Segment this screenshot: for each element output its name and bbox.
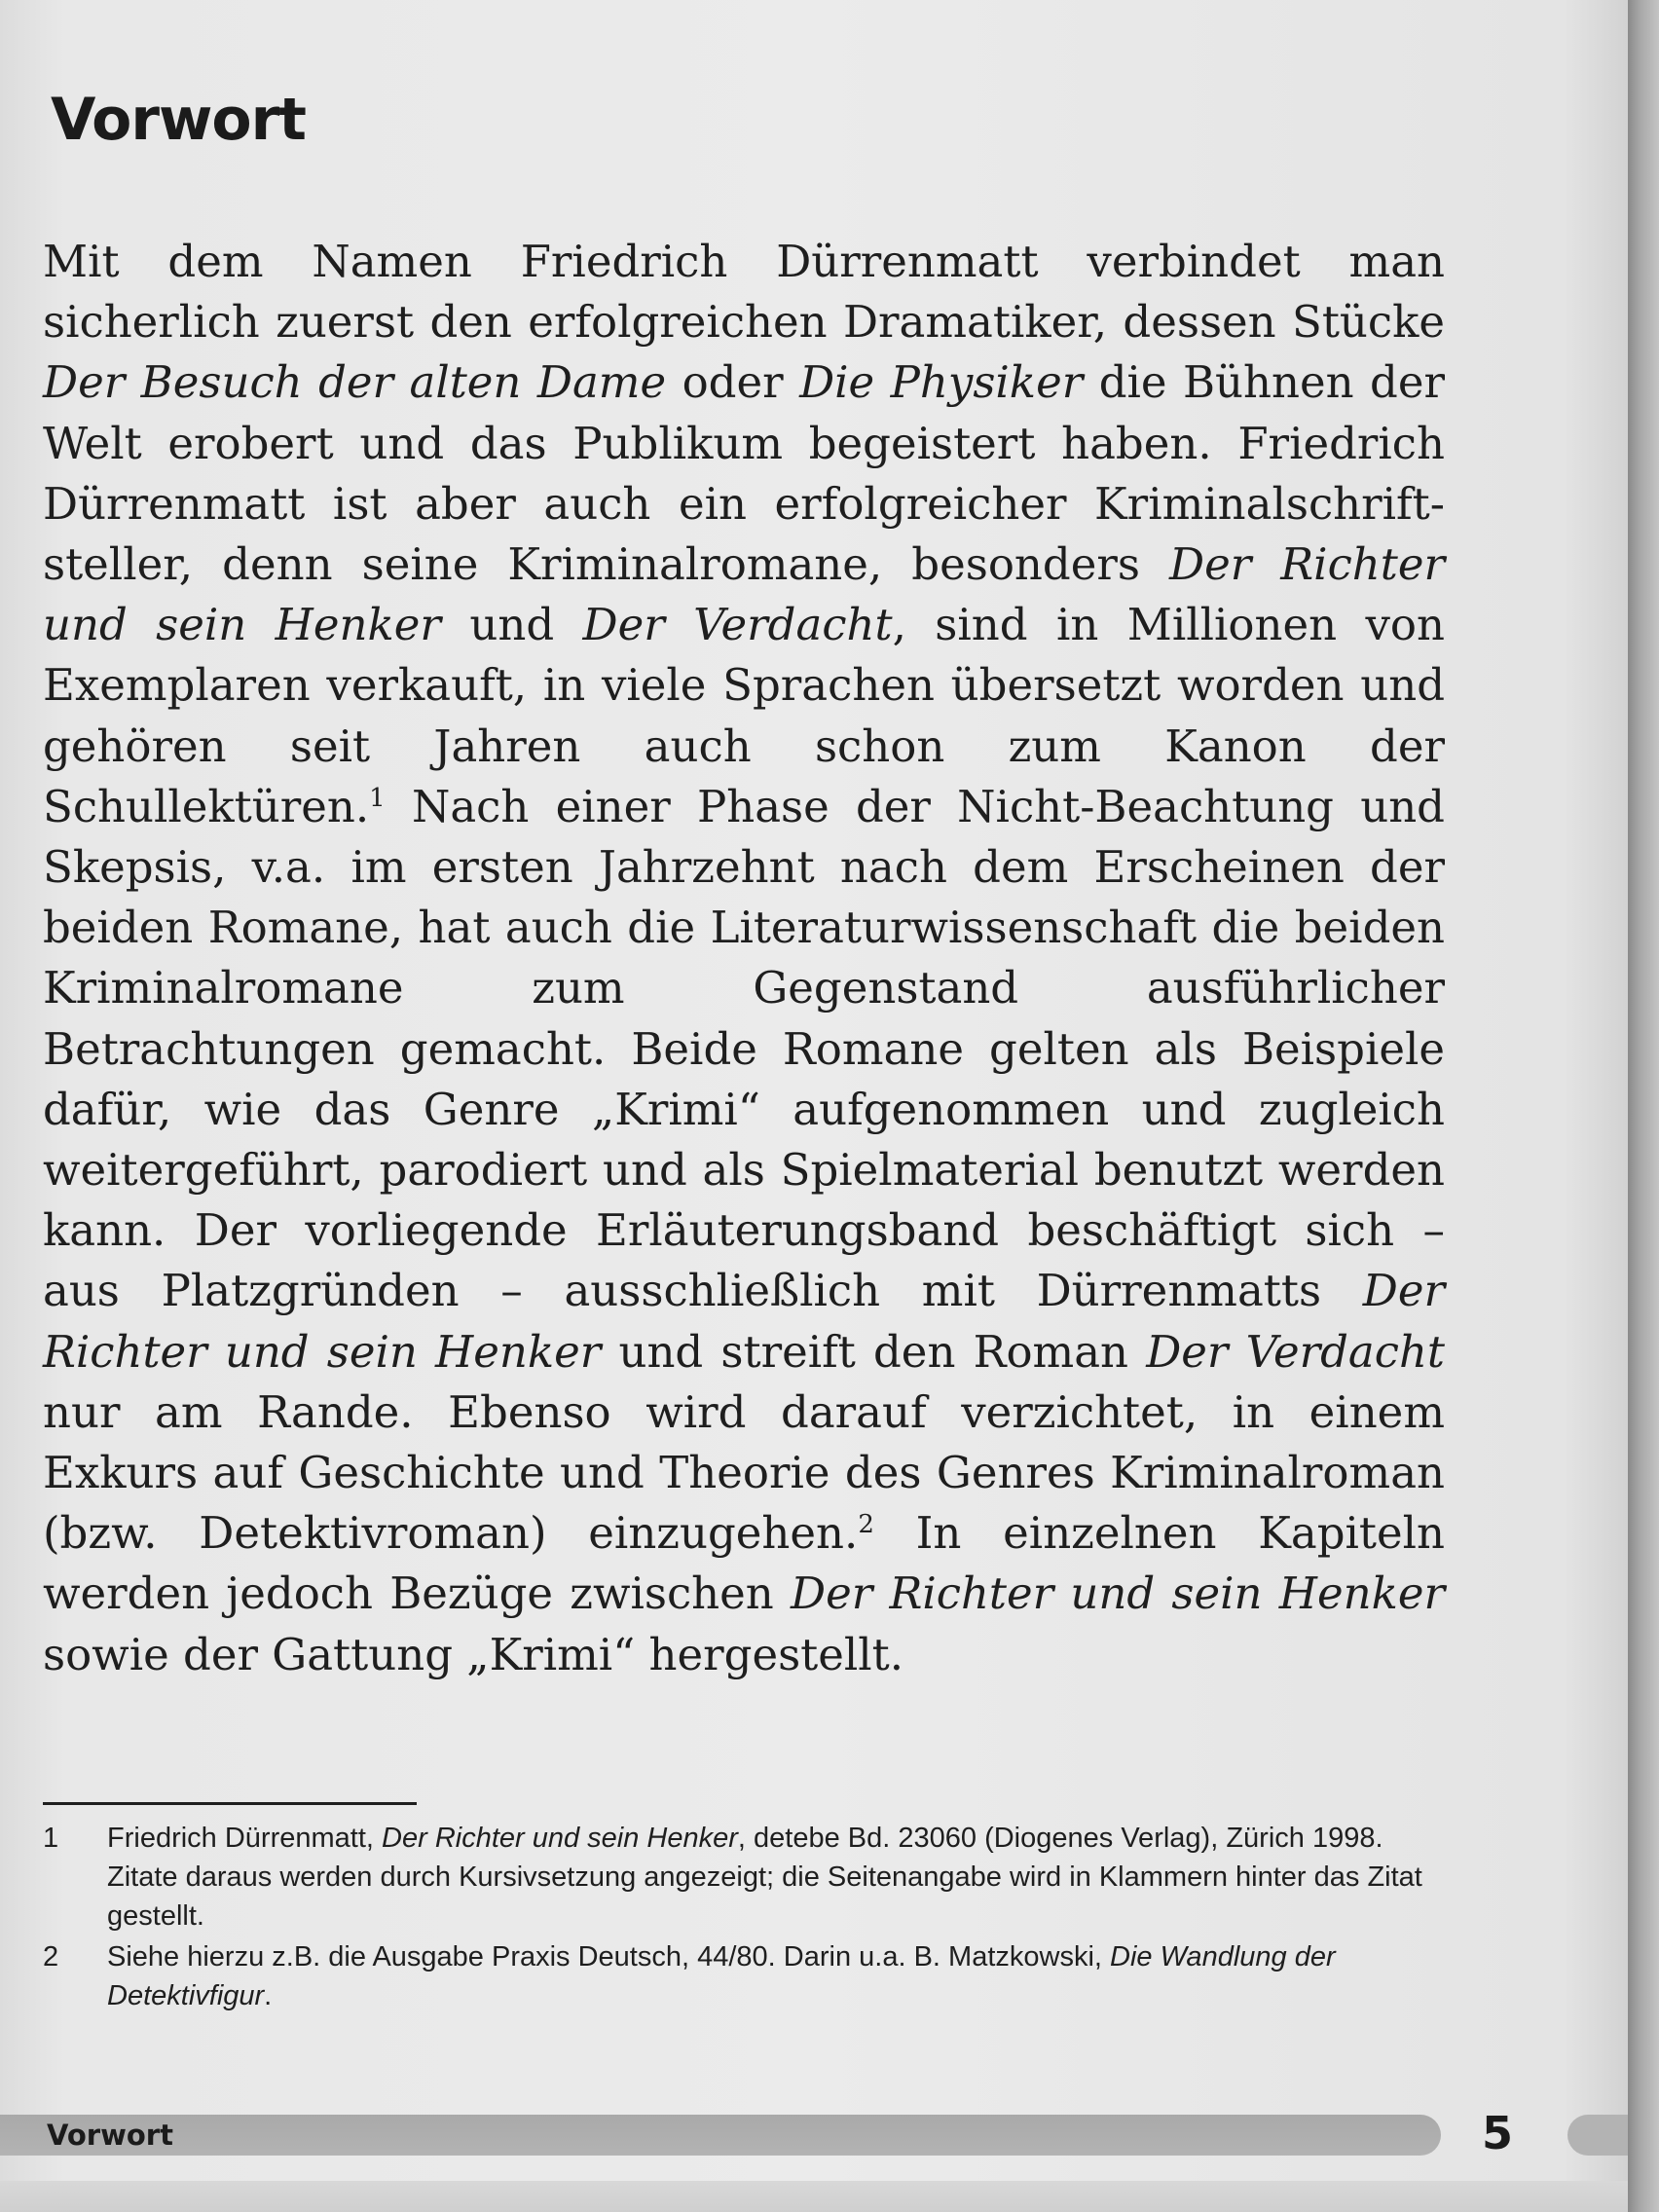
italic-title: Die Wandlung der Detektivfigur [107, 1941, 1336, 2011]
text-run: In einzelnen Kapiteln werden jedoch Bezüge zwischen [43, 1507, 1445, 1620]
bottom-strip [0, 2181, 1628, 2212]
page-number: 5 [1482, 2107, 1514, 2159]
text-run: , detebe Bd. 23060 (Diogenes Verlag), Zürich 1998. Zitate daraus werden durch Kursivsetzung angezeigt; die Seitenangabe wird in Klammern hinter das Zitat gestellt. [107, 1823, 1422, 1932]
text-run: sowie der Gattung „Krimi“ hergestellt. [43, 1628, 904, 1680]
footer-section-label: Vorwort [47, 2119, 173, 2152]
italic-title: Der Verdacht [582, 599, 893, 651]
text-run: die Bühnen der Welt erobert und das Publikum begeistert haben. Friedrich Dürrenmatt ist aber auch ein erfolgreicher Kriminalschriftsteller, denn seine Kriminalromane, besonders [43, 356, 1446, 591]
italic-title: Die Physiker [799, 356, 1084, 409]
italic-title: Der Richter und sein Henker [43, 1265, 1445, 1378]
footer-bar [0, 2115, 1441, 2156]
body-paragraph [43, 232, 1445, 1685]
text-run: Friedrich Dürrenmatt, [107, 1823, 374, 1854]
text-run: und streift den Roman [618, 1325, 1129, 1378]
italic-title: Der Verdacht [1146, 1325, 1446, 1378]
page-edge [1628, 0, 1659, 2212]
footnote-number: 2 [43, 1941, 59, 1972]
footnote-ref: 2 [858, 1510, 874, 1540]
footnote-item [43, 1937, 1445, 2015]
text-run: nur am Rande. Ebenso wird darauf verzichtet, in einem Exkurs auf Geschichte und Theorie des Genres Kriminalroman (bzw. Detektivroman) einzugehen. [43, 1385, 1445, 1560]
footnote-text [107, 1819, 1445, 1936]
text-run: oder [682, 356, 784, 409]
text-run: Mit dem Namen Friedrich Dürrenmatt verbindet man sicherlich zuerst den erfolgreichen Dramatiker, dessen Stücke [43, 236, 1445, 349]
footnote-item [43, 1819, 1445, 1936]
footnotes [43, 1819, 1445, 2017]
text-run: , sind in Millionen von Exemplaren verkauft, in viele Sprachen übersetzt worden und gehören seit Jahren auch schon zum Kanon der Schullektüren. [43, 599, 1445, 832]
text-run: . [264, 1980, 273, 2011]
page-heading: Vorwort [51, 86, 306, 154]
footer-bar-right [1567, 2115, 1628, 2156]
footnote-ref: 1 [369, 783, 386, 813]
italic-title: Der Richter und sein Henker [791, 1567, 1445, 1620]
text-run: und [469, 599, 555, 651]
footnote-divider [43, 1802, 417, 1805]
text-run: Nach einer Phase der Nicht-Beachtung und Skepsis, v.a. im ersten Jahrzehnt nach dem Erscheinen der beiden Romane, hat auch die Literaturwissenschaft die beiden Kriminalromane zum Gegenstand ausführlicher Betrachtungen gemacht. Beide Romane gelten als Beispiele dafür, wie das Genre „Krimi“ aufgenommen und zugleich weitergeführt, parodiert und als Spielmaterial benutzt werden kann. Der vorliegende Erläuterungsband beschäftigt sich – aus Platzgründen – ausschließlich mit Dürrenmatts [43, 780, 1445, 1317]
text-run: Siehe hierzu z.B. die Ausgabe Praxis Deutsch, 44/80. Darin u.a. B. Matzkowski, [107, 1941, 1102, 1972]
footnote-number: 1 [43, 1823, 59, 1854]
italic-title: Der Besuch der alten Dame [43, 356, 667, 409]
footnote-text [107, 1937, 1445, 2015]
italic-title: Der Richter und sein Henker [43, 538, 1445, 651]
italic-title: Der Richter und sein Henker [382, 1823, 738, 1854]
